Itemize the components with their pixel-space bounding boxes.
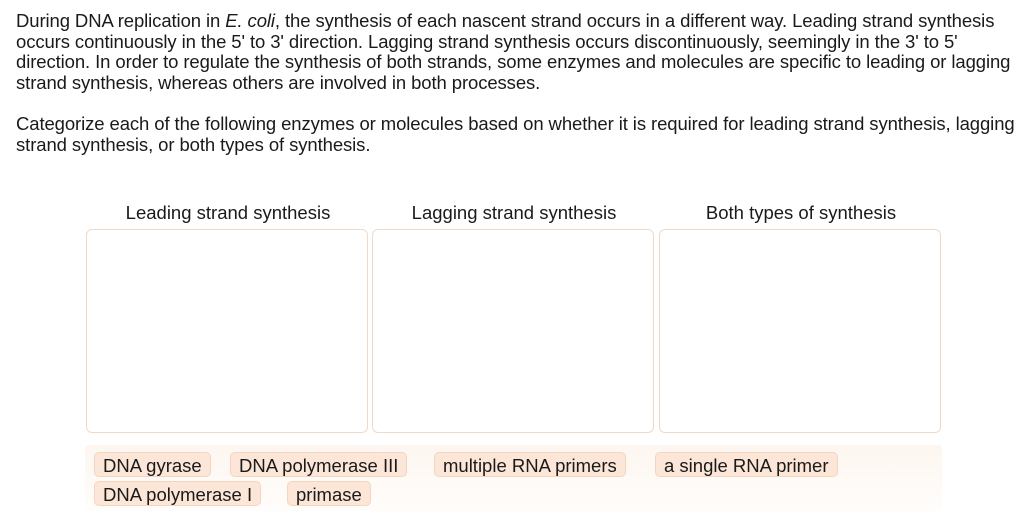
question-paragraph-2: Categorize each of the following enzymes or molecules based on whether it is required for leading strand synthesis, lagging strand synthesis, or both types of synthesis. (16, 113, 1015, 155)
leading-strand-drop-zone[interactable] (86, 229, 368, 433)
both-types-header: Both types of synthesis (705, 202, 897, 223)
chip-dna-polymerase-iii[interactable]: DNA polymerase III (230, 452, 407, 477)
chip-multiple-rna-primers[interactable]: multiple RNA primers (434, 452, 626, 477)
lagging-strand-header: Lagging strand synthesis (411, 202, 617, 223)
both-types-drop-zone[interactable] (659, 229, 941, 433)
question-text (16, 11, 1021, 155)
chip-dna-gyrase[interactable]: DNA gyrase (94, 452, 211, 477)
chip-single-rna-primer[interactable]: a single RNA primer (655, 452, 838, 477)
lagging-strand-drop-zone[interactable] (372, 229, 654, 433)
question-paragraph-1: During DNA replication in E. coli, the synthesis of each nascent strand occurs in a different way. Leading strand synthesis occurs continuously in the 5' to 3' direction. Lagging strand synthesis occurs discontinuously, seemingly in the 3' to 5' direction. In order to regulate the synthesis of both strands, some enzymes and molecules are specific to leading or lagging strand synthesis, whereas others are involved in both processes. (16, 10, 1011, 93)
leading-strand-header: Leading strand synthesis (125, 202, 331, 223)
chip-primase[interactable]: primase (287, 481, 371, 506)
chip-dna-polymerase-i[interactable]: DNA polymerase I (94, 481, 261, 506)
organism-name: E. coli (225, 10, 275, 31)
